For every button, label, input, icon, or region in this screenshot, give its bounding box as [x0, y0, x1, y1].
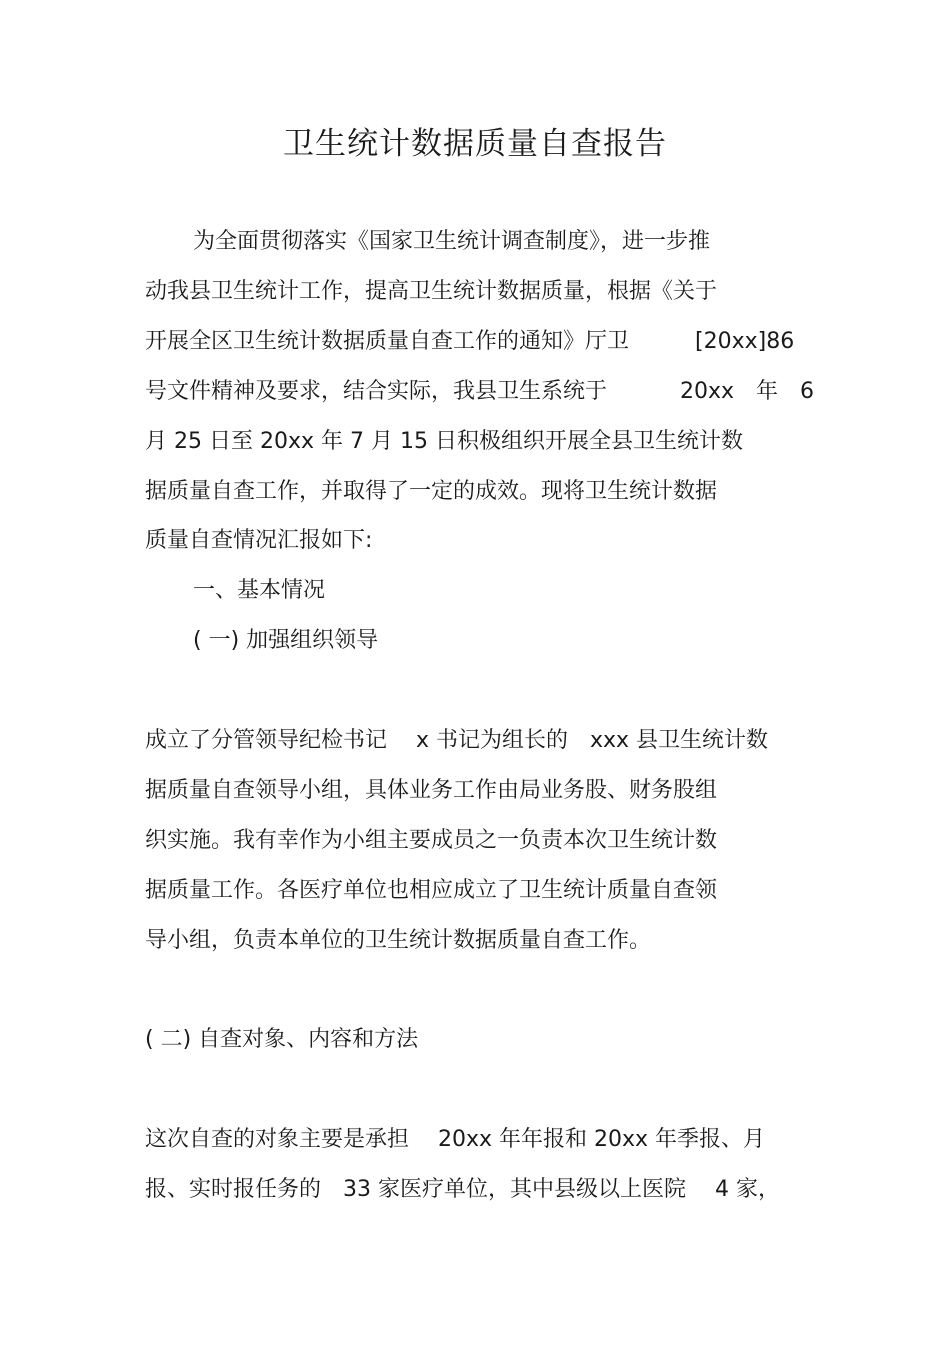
paragraph-line: 据质量工作。各医疗单位也相应成立了卫生统计质量自查领: [145, 878, 718, 903]
paragraph-line: 据质量自查领导小组，具体业务工作由局业务股、财务股组: [145, 778, 718, 803]
paragraph-line: 导小组，负责本单位的卫生统计数据质量自查工作。: [145, 928, 652, 953]
section-heading: 一、基本情况: [193, 578, 326, 603]
document-title: 卫生统计数据质量自查报告: [283, 126, 667, 162]
paragraph-line: 质量自查情况汇报如下:: [145, 528, 373, 553]
paragraph-line: 号文件精神及要求，结合实际，我县卫生系统于 20xx 年 6: [145, 379, 815, 404]
paragraph-line: 这次自查的对象主要是承担 20xx 年年报和 20xx 年季报、月: [145, 1127, 766, 1152]
paragraph-line: 动我县卫生统计工作，提高卫生统计数据质量，根据《关于: [145, 279, 718, 304]
paragraph-line: 开展全区卫生统计数据质量自查工作的通知》厅卫 [20xx]86: [145, 329, 795, 354]
paragraph-line: 成立了分管领导纪检书记 x 书记为组长的 xxx 县卫生统计数: [145, 728, 769, 753]
subsection-heading: ( 二) 自查对象、内容和方法: [145, 1027, 419, 1052]
paragraph-line: 月 25 日至 20xx 年 7 月 15 日积极组织开展全县卫生统计数: [145, 429, 743, 454]
paragraph-line: 据质量自查工作，并取得了一定的成效。现将卫生统计数据: [145, 479, 718, 504]
paragraph-line: 织实施。我有幸作为小组主要成员之一负责本次卫生统计数: [145, 828, 718, 853]
paragraph-line: 为全面贯彻落实《国家卫生统计调查制度》，进一步推: [193, 229, 711, 254]
paragraph-line: 报、实时报任务的 33 家医疗单位，其中县级以上医院 4 家，: [145, 1177, 780, 1202]
subsection-heading: ( 一) 加强组织领导: [193, 628, 379, 653]
